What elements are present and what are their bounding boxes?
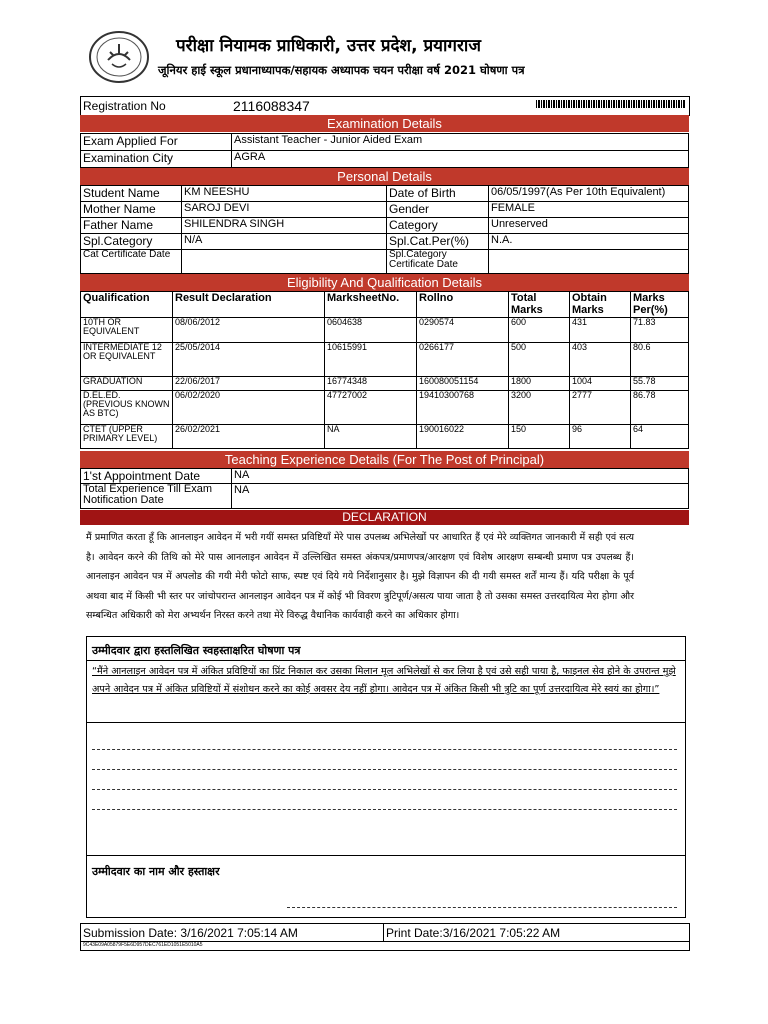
col-qualification: Qualification (81, 292, 173, 318)
spl-certificate-value (489, 250, 689, 274)
spl-category-value: N/A (182, 234, 387, 250)
cell-marks-per: 86.78 (631, 391, 689, 425)
qualification-table (80, 291, 689, 449)
up-govt-seal-logo (88, 30, 150, 84)
cell-total-marks: 1800 (509, 377, 570, 391)
table-row (81, 391, 689, 425)
submission-date (83, 926, 298, 940)
father-name-label: Father Name (81, 218, 182, 234)
handwritten-declaration-box (86, 636, 686, 918)
cell-total-marks: 3200 (509, 391, 570, 425)
cell-rollno: 0290574 (417, 318, 509, 343)
cell-marks-per: 80.6 (631, 343, 689, 377)
handwritten-declaration-quote: “मैंने आनलाइन आवेदन पत्र में अंकित प्रविष्टियों का प्रिंट निकाल कर उसका मिलान मूल अभिलेखों से कर लिया है एवं उसे सही पाया है, फाइनल सेव होने के उपरान्त मुझे अपने आवेदन पत्र में अंकित प्रविष्टियों में संशोधन करने का कोई अवसर देय नहीं होगा। आवेदन पत्र में अंकित किसी भी त्रुटि का पूर्ण उत्तरदायित्व मेरे स्वयं का होगा।” (92, 666, 676, 695)
dob-value: 06/05/1997(As Per 10th Equivalent) (489, 186, 689, 202)
barcode (536, 100, 686, 108)
cell-qualification: D.EL.ED. (PREVIOUS KNOWN AS BTC) (81, 391, 173, 425)
eligibility-heading: Eligibility And Qualification Details (80, 274, 689, 291)
teaching-experience-table (80, 468, 689, 509)
cat-certificate-value (182, 250, 387, 274)
total-experience-label: Total Experience Till Exam Notification Date (81, 484, 232, 509)
print-date-value: 3/16/2021 7:05:22 AM (442, 926, 561, 940)
cell-obtain-marks: 1004 (570, 377, 631, 391)
handwriting-line[interactable] (92, 749, 677, 750)
cell-marks-per: 55.78 (631, 377, 689, 391)
cell-rollno: 0266177 (417, 343, 509, 377)
footer-dates-row (80, 923, 690, 942)
cell-qualification: 10TH OR EQUIVALENT (81, 318, 173, 343)
gender-value: FEMALE (489, 202, 689, 218)
declaration-text: मैं प्रमाणित करता हूँ कि आनलाइन आवेदन में भरी गयीं समस्त प्रविष्टियाँ मेरे पास उपलब्ध अभिलेखों पर आधारित हैं एवं मेरे व्यक्तिगत जानकारी में सही एवं सत्य है। आवेदन करने की तिथि को मेरे पास आनलाइन आवेदन में उल्लिखित समस्त अंकपत्र/प्रमाणपत्र/आरक्षण एवं विशेष आरक्षण सम्बन्धी प्रमाण पत्र उपलब्ध हैं। आनलाइन आवेदन पत्र में अपलोड की गयी मेरी फोटो साफ, स्पष्ट एवं दिये गये निर्देशानुसार है। मुझे विज्ञापन की दी गयी समस्त शर्तें मान्य हैं। यदि परीक्षा के पूर्व अथवा बाद में किसी भी स्तर पर जांचोपरान्त आनलाइन आवेदन पत्र में कोई भी विवरण त्रुटिपूर्ण/असत्य पाया जाता है तो उसका समस्त उत्तरदायित्व मेरा होगा और सम्बन्धित अधिकारी को मेरा अभ्यर्थन निरस्त करने तथा मेरे विरुद्ध वैधानिक कार्यवाही करने का अधिकार होगा। (86, 532, 634, 621)
submission-date-value: 3/16/2021 7:05:14 AM (180, 926, 298, 940)
table-row (81, 318, 689, 343)
submission-date-label: Submission Date: (83, 926, 178, 940)
col-rollno: Rollno (417, 292, 509, 318)
table-row (81, 343, 689, 377)
cell-qualification: CTET (UPPER PRIMARY LEVEL) (81, 425, 173, 449)
declaration-heading: DECLARATION (80, 510, 689, 525)
student-name-label: Student Name (81, 186, 182, 202)
cell-obtain-marks: 2777 (570, 391, 631, 425)
cell-total-marks: 150 (509, 425, 570, 449)
exam-city-value: AGRA (232, 151, 689, 168)
appointment-date-value: NA (232, 469, 689, 484)
cell-marksheet-no: NA (325, 425, 417, 449)
personal-details-table (80, 185, 689, 274)
cell-rollno: 160080051154 (417, 377, 509, 391)
cell-obtain-marks: 431 (570, 318, 631, 343)
cell-result-declaration: 26/02/2021 (173, 425, 325, 449)
category-label: Category (387, 218, 489, 234)
table-row (81, 377, 689, 391)
spl-category-label: Spl.Category (81, 234, 182, 250)
cell-result-declaration: 25/05/2014 (173, 343, 325, 377)
registration-label: Registration No (83, 99, 166, 113)
handwriting-line[interactable] (92, 769, 677, 770)
personal-details-heading: Personal Details (80, 168, 689, 185)
exam-city-label: Examination City (81, 151, 232, 168)
cell-obtain-marks: 96 (570, 425, 631, 449)
total-experience-value: NA (232, 484, 689, 509)
header-subtitle: जूनियर हाई स्कूल प्रधानाध्यापक/सहायक अध्यापक चयन परीक्षा वर्ष 2021 घोषणा पत्र (158, 63, 525, 77)
cell-marksheet-no: 47727002 (325, 391, 417, 425)
exam-applied-label: Exam Applied For (81, 134, 232, 151)
gender-label: Gender (387, 202, 489, 218)
col-marksheet-no: MarksheetNo. (325, 292, 417, 318)
handwritten-declaration-title: उम्मीदवार द्वारा हस्तलिखित स्वहस्ताक्षरित घोषणा पत्र (92, 644, 301, 657)
dob-label: Date of Birth (387, 186, 489, 202)
category-value: Unreserved (489, 218, 689, 234)
cell-total-marks: 600 (509, 318, 570, 343)
footer-hash-row (80, 941, 690, 951)
signature-line[interactable] (287, 907, 677, 908)
spl-cat-per-label: Spl.Cat.Per(%) (387, 234, 489, 250)
cell-rollno: 190016022 (417, 425, 509, 449)
table-row (81, 425, 689, 449)
qualification-header-row (81, 292, 689, 318)
spl-certificate-label: Spl.Category Certificate Date (387, 250, 489, 274)
registration-value: 2116088347 (233, 98, 310, 114)
handwriting-line[interactable] (92, 789, 677, 790)
col-marks-per: Marks Per(%) (631, 292, 689, 318)
cell-qualification: INTERMEDIATE 12 OR EQUIVALENT (81, 343, 173, 377)
col-obtain-marks: Obtain Marks (570, 292, 631, 318)
handwriting-line[interactable] (92, 809, 677, 810)
cell-marksheet-no: 0604638 (325, 318, 417, 343)
mother-name-label: Mother Name (81, 202, 182, 218)
appointment-date-label: 1'st Appointment Date (81, 469, 232, 484)
registration-row (80, 96, 690, 116)
cell-marksheet-no: 16774348 (325, 377, 417, 391)
cell-total-marks: 500 (509, 343, 570, 377)
cell-marks-per: 64 (631, 425, 689, 449)
cell-result-declaration: 06/02/2020 (173, 391, 325, 425)
examination-details-table (80, 133, 689, 168)
document-hash: 9C43E09A05879F5E6D957DEC761ED1051E5010A5 (83, 942, 203, 948)
teaching-experience-heading: Teaching Experience Details (For The Post of Principal) (80, 451, 689, 468)
father-name-value: SHILENDRA SINGH (182, 218, 387, 234)
cell-qualification: GRADUATION (81, 377, 173, 391)
cell-marks-per: 71.83 (631, 318, 689, 343)
exam-applied-value: Assistant Teacher - Junior Aided Exam (232, 134, 689, 151)
col-total-marks: Total Marks (509, 292, 570, 318)
cell-marksheet-no: 10615991 (325, 343, 417, 377)
cell-obtain-marks: 403 (570, 343, 631, 377)
print-date (386, 926, 560, 940)
header-title: परीक्षा नियामक प्राधिकारी, उत्तर प्रदेश, प्रयागराज (176, 36, 481, 56)
examination-details-heading: Examination Details (80, 115, 689, 132)
student-name-value: KM NEESHU (182, 186, 387, 202)
cell-result-declaration: 22/06/2017 (173, 377, 325, 391)
mother-name-value: SAROJ DEVI (182, 202, 387, 218)
candidate-signature-label: उम्मीदवार का नाम और हस्ताक्षर (92, 865, 220, 878)
cell-result-declaration: 08/06/2012 (173, 318, 325, 343)
col-result-declaration: Result Declaration (173, 292, 325, 318)
print-date-label: Print Date: (386, 926, 443, 940)
cat-certificate-label: Cat Certificate Date (81, 250, 182, 274)
cell-rollno: 19410300768 (417, 391, 509, 425)
spl-cat-per-value: N.A. (489, 234, 689, 250)
